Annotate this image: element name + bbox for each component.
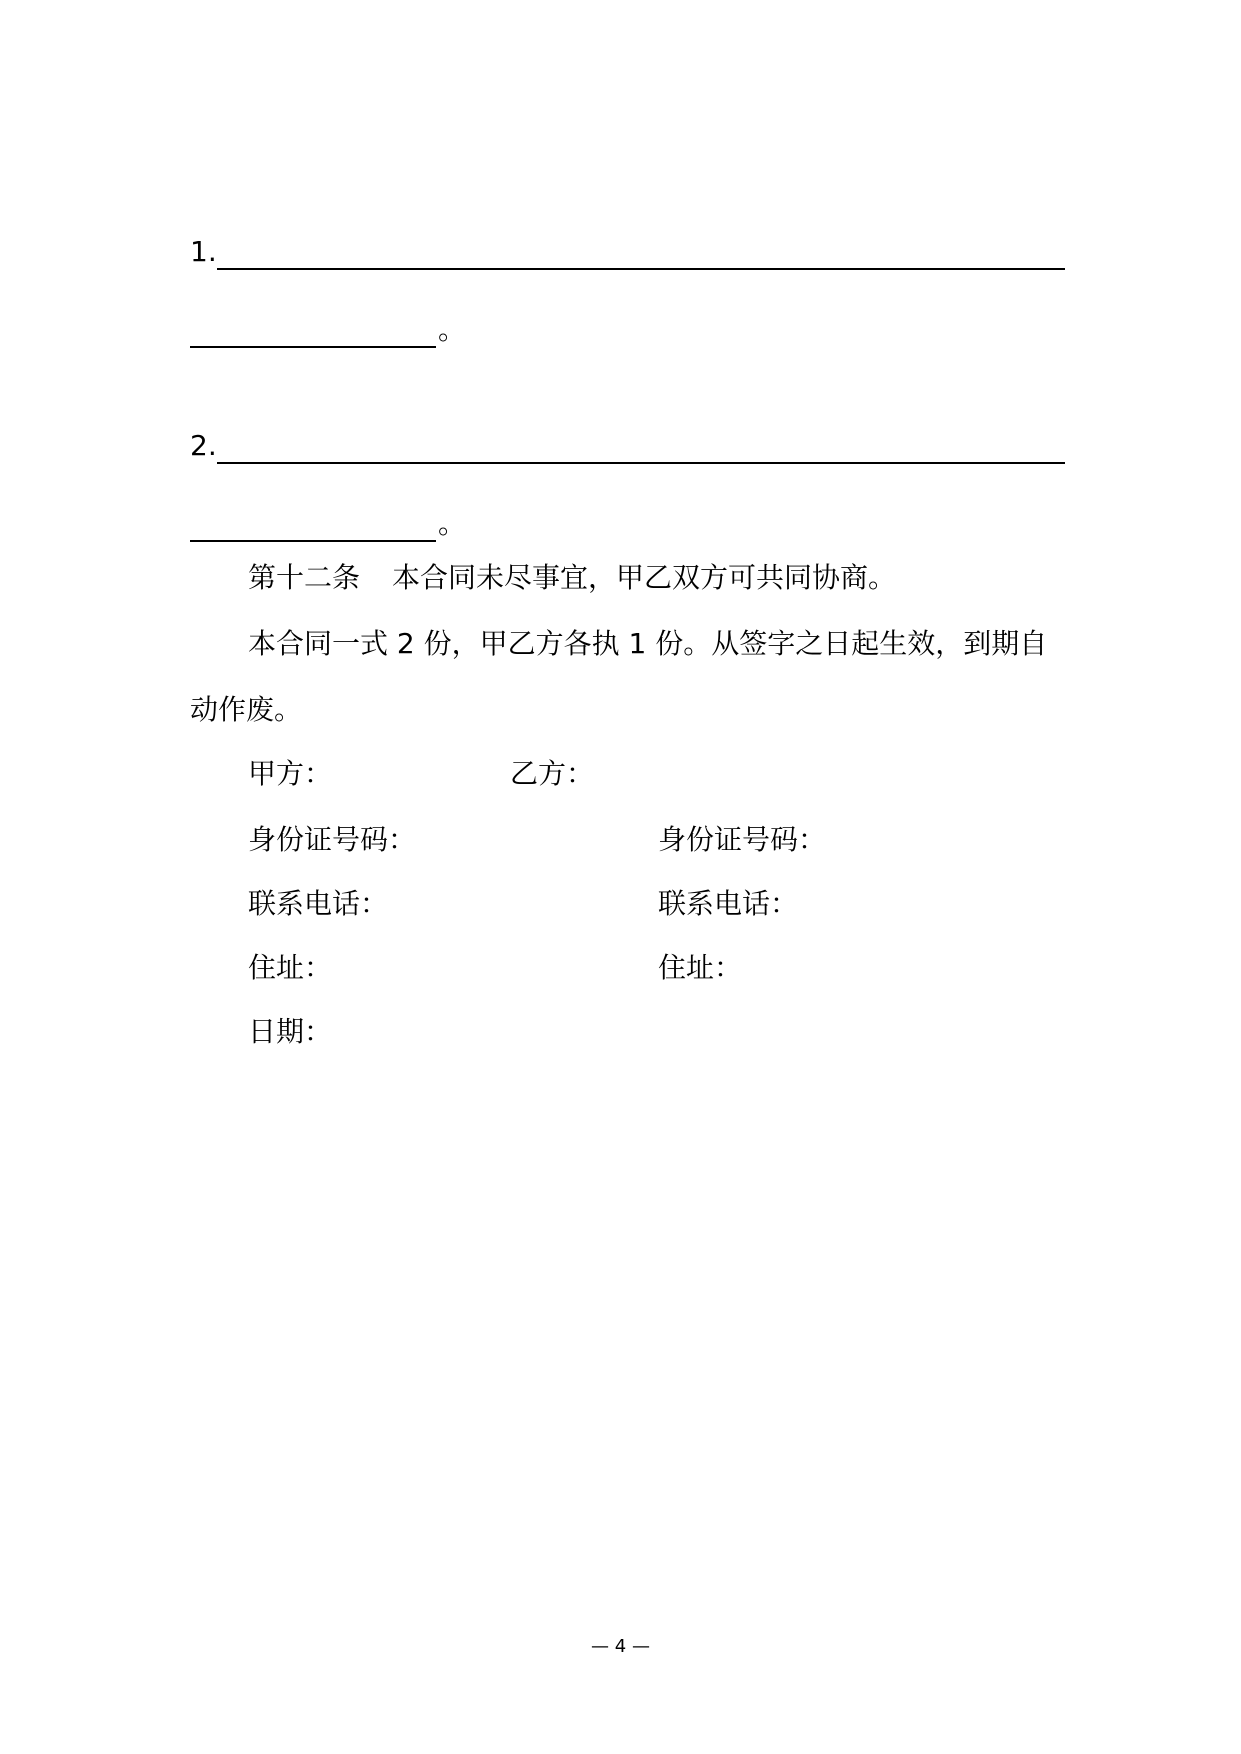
copies-paragraph-line-1: 本合同一式 2 份，甲乙方各执 1 份。从签字之日起生效，到期自 [248,627,1048,660]
fill-in-line [217,238,1065,270]
blank-item-2-continuation [190,506,466,542]
phone-label-left: 联系电话： [248,887,389,920]
fill-in-line [190,510,436,542]
blank-item-1-continuation [190,312,466,348]
fill-in-line [190,316,436,348]
article-text: 本合同未尽事宜，甲乙双方可共同协商。 [392,561,897,594]
blank-item-1 [190,234,1065,270]
article-label: 第十二条 [248,561,361,594]
blank-item-number: 2. [190,429,217,462]
article-12 [248,560,896,596]
address-label-left: 住址： [248,951,333,984]
end-mark: 。 [438,313,467,346]
end-mark: 。 [438,507,467,540]
phone-label-right: 联系电话： [658,887,799,920]
fill-in-line [217,432,1065,464]
address-label-right: 住址： [658,951,743,984]
blank-item-number: 1. [190,235,217,268]
id-number-label-left: 身份证号码： [248,823,417,856]
date-label: 日期： [248,1015,333,1048]
copies-paragraph-line-2: 动作废。 [190,693,303,726]
party-a-label: 甲方： [248,757,333,790]
id-number-label-right: 身份证号码： [658,823,827,856]
page-number: — 4 — [591,1636,650,1657]
blank-item-2 [190,428,1065,464]
party-b-label: 乙方： [510,757,595,790]
